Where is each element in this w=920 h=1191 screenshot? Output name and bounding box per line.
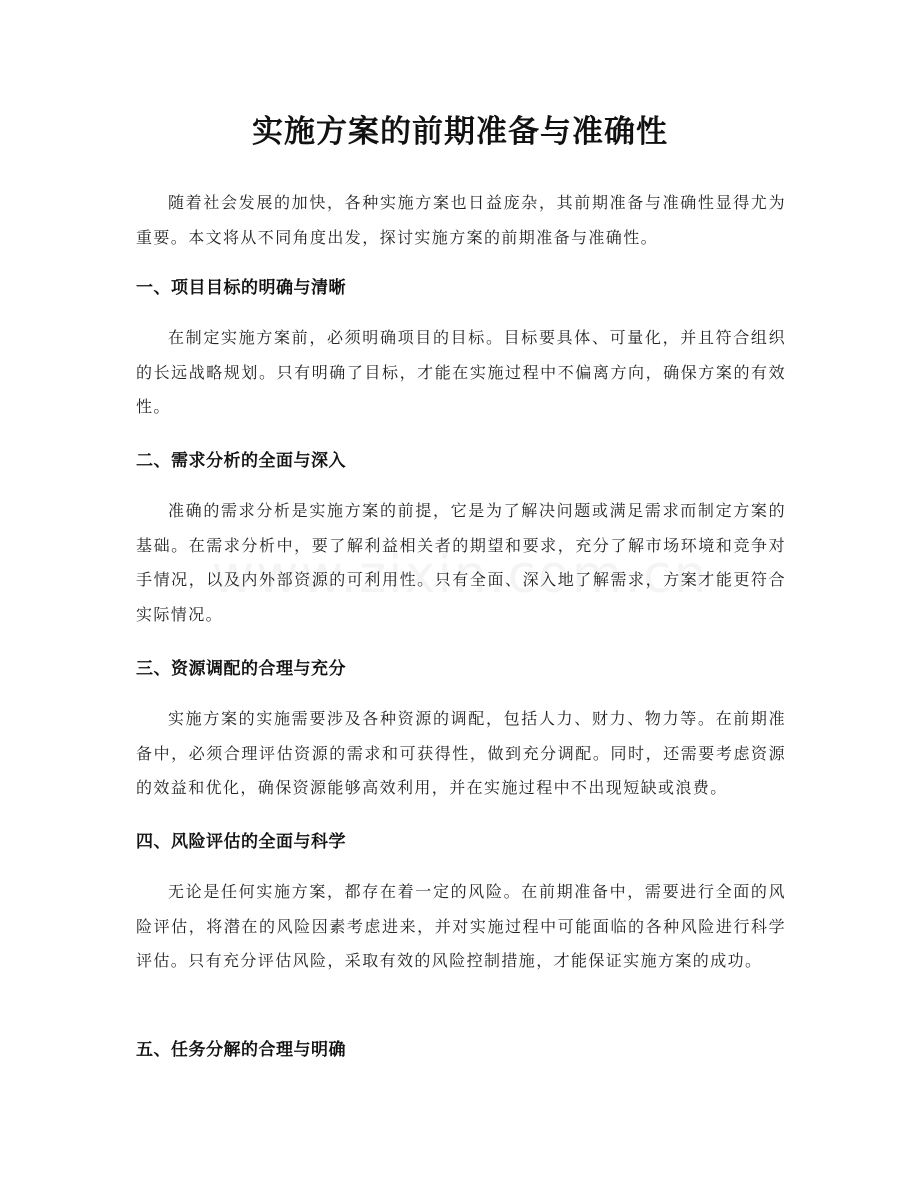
section-body-1: 在制定实施方案前，必须明确项目的目标。目标要具体、可量化，并且符合组织的长远战略规划。只有明确了目标，才能在实施过程中不偏离方向，确保方案的有效性。: [136, 328, 786, 416]
section-heading-1: 一、项目目标的明确与清晰: [136, 278, 346, 298]
intro-paragraph: 随着社会发展的加快，各种实施方案也日益庞杂，其前期准备与准确性显得尤为重要。本文将从不同角度出发，探讨实施方案的前期准备与准确性。: [136, 193, 786, 247]
section-heading-5: 五、任务分解的合理与明确: [136, 1040, 346, 1060]
section-heading-3: 三、资源调配的合理与充分: [136, 659, 346, 679]
document-title: 实施方案的前期准备与准确性: [252, 114, 668, 150]
section-heading-2: 二、需求分析的全面与深入: [136, 451, 346, 471]
section-body-2: 准确的需求分析是实施方案的前提，它是为了解决问题或满足需求而制定方案的基础。在需求分析中，要了解利益相关者的期望和要求，充分了解市场环境和竞争对手情况，以及内外部资源的可利用性。只有全面、深入地了解需求，方案才能更符合实际情况。: [136, 501, 786, 624]
section-body-3: 实施方案的实施需要涉及各种资源的调配，包括人力、财力、物力等。在前期准备中，必须合理评估资源的需求和可获得性，做到充分调配。同时，还需要考虑资源的效益和优化，确保资源能够高效利用，并在实施过程中不出现短缺或浪费。: [136, 709, 786, 797]
section-body-4: 无论是任何实施方案，都存在着一定的风险。在前期准备中，需要进行全面的风险评估，将潜在的风险因素考虑进来，并对实施过程中可能面临的各种风险进行科学评估。只有充分评估风险，采取有效的风险控制措施，才能保证实施方案的成功。: [136, 882, 786, 970]
section-heading-4: 四、风险评估的全面与科学: [136, 832, 346, 852]
